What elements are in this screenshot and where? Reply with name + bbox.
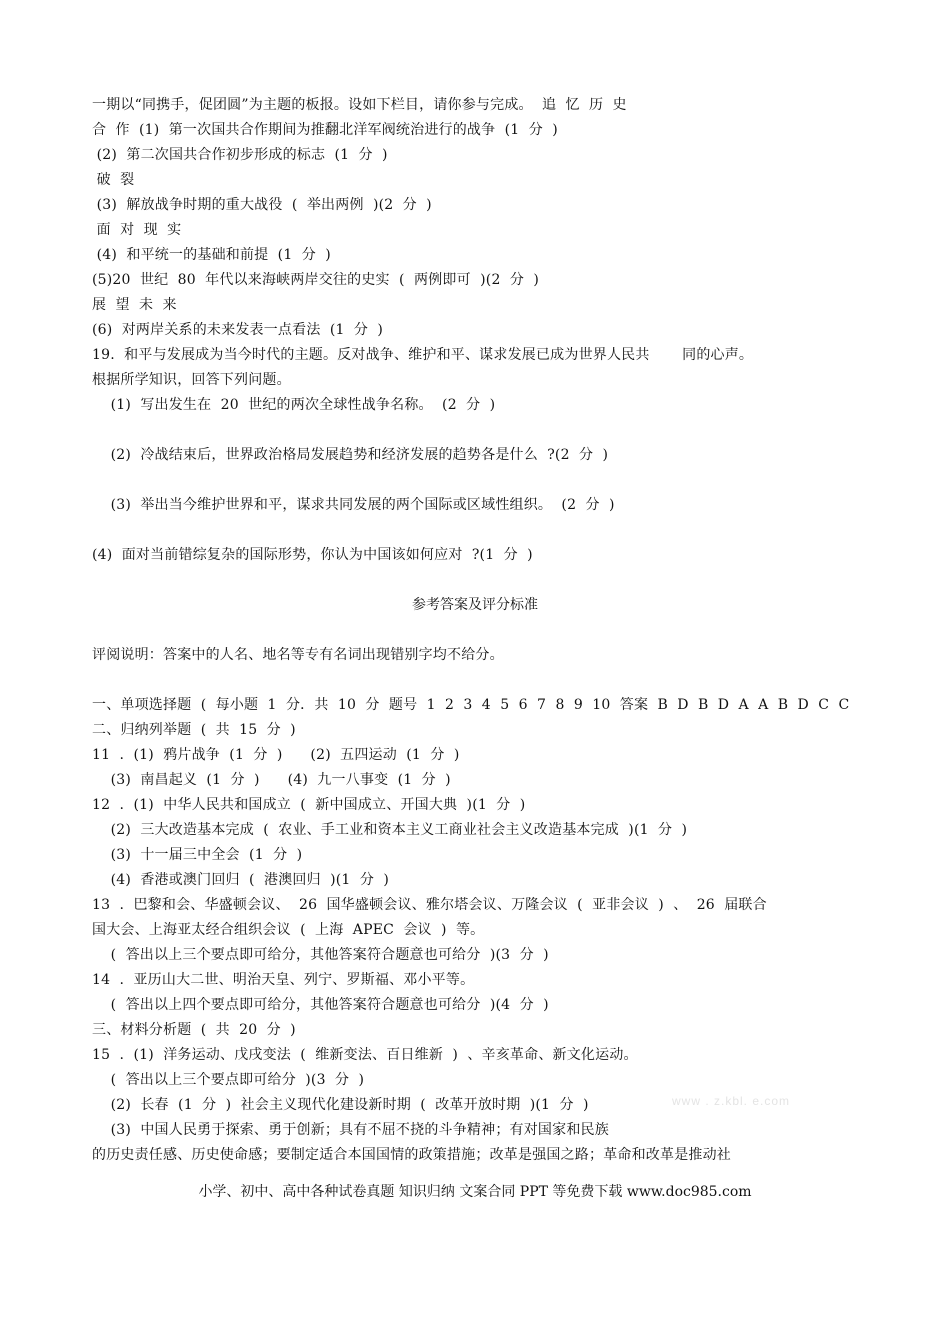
answer-line: (3) 十一届三中全会 (1 分 ) [92, 847, 303, 863]
text-line: 展 望 未 来 [92, 297, 177, 313]
answer-line: 12 . (1) 中华人民共和国成立 ( 新中国成立、开国大典 )(1 分 ) [92, 797, 526, 813]
question-item: (2) 冷战结束后，世界政治格局发展趋势和经济发展的趋势各是什么 ?(2 分 ) [92, 447, 609, 463]
answer-line: 15 . (1) 洋务运动、戊戌变法 ( 维新变法、百日维新 ) 、辛亥革命、新文化运动。 [92, 1047, 638, 1063]
text-line: 19. 和平与发展成为当今时代的主题。反对战争、维护和平、谋求发展已成为世界人民共 同的心声。 [92, 347, 754, 363]
answer-line: 14 . 亚历山大二世、明治天皇、列宁、罗斯福、邓小平等。 [92, 972, 475, 988]
text-line: (2) 第二次国共合作初步形成的标志 (1 分 ) [92, 147, 388, 163]
answer-line: (2) 长春 (1 分 ) 社会主义现代化建设新时期 ( 改革开放时期 )(1 分 ) [92, 1097, 589, 1113]
question-item: (4) 面对当前错综复杂的国际形势，你认为中国该如何应对 ?(1 分 ) [92, 547, 533, 563]
answer-line: ( 答出以上四个要点即可给分，其他答案符合题意也可给分 )(4 分 ) [92, 997, 549, 1013]
answer-line: 13 . 巴黎和会、华盛顿会议、 26 国华盛顿会议、雅尔塔会议、万隆会议 ( 亚非会议 ) 、 26 届联合 [92, 897, 767, 913]
text-line: 合 作 (1) 第一次国共合作期间为推翻北洋军阀统治进行的战争 (1 分 ) [92, 122, 558, 138]
grading-note: 评阅说明：答案中的人名、地名等专有名词出现错别字均不给分。 [92, 647, 504, 663]
answer-line: ( 答出以上三个要点即可给分 )(3 分 ) [92, 1072, 365, 1088]
answer-line: 一、单项选择题 ( 每小题 1 分．共 10 分 题号 1 2 3 4 5 6 7 8 9 10 答案 B D B D A A B D C C [92, 697, 850, 713]
answer-line: (3) 中国人民勇于探索、勇于创新；具有不屈不挠的斗争精神；有对国家和民族 [92, 1122, 609, 1138]
text-line: (4) 和平统一的基础和前提 (1 分 ) [92, 247, 331, 263]
answer-line: (3) 南昌起义 (1 分 ) (4) 九一八事变 (1 分 ) [92, 772, 451, 788]
answer-line: 国大会、上海亚太经合组织会议 ( 上海 APEC 会议 ) 等。 [92, 922, 485, 938]
answer-line: 的历史责任感、历史使命感；要制定适合本国国情的政策措施；改革是强国之路；革命和改革是推动社 [92, 1147, 731, 1163]
answer-line: 二、归纳列举题 ( 共 15 分 ) [92, 722, 296, 738]
text-line: 一期以“同携手，促团圆”为主题的板报。设如下栏目，请你参与完成。 追 忆 历 史 [92, 97, 627, 113]
text-line: (6) 对两岸关系的未来发表一点看法 (1 分 ) [92, 322, 384, 338]
text-line: (3) 解放战争时期的重大战役 ( 举出两例 )(2 分 ) [92, 197, 432, 213]
answer-line: (4) 香港或澳门回归 ( 港澳回归 )(1 分 ) [92, 872, 389, 888]
answer-line: (2) 三大改造基本完成 ( 农业、手工业和资本主义工商业社会主义改造基本完成 )(1 分 ) [92, 822, 688, 838]
text-line: (5)20 世纪 80 年代以来海峡两岸交往的史实 ( 两例即可 )(2 分 ) [92, 272, 540, 288]
text-line: 破 裂 [92, 172, 135, 188]
answer-line: ( 答出以上三个要点即可给分，其他答案符合题意也可给分 )(3 分 ) [92, 947, 549, 963]
answer-line: 11 . (1) 鸦片战争 (1 分 ) (2) 五四运动 (1 分 ) [92, 747, 460, 763]
page-footer: 小学、初中、高中各种试卷真题 知识归纳 文案合同 PPT 等免费下载 www.doc985.com [198, 1184, 752, 1200]
text-line: 面 对 现 实 [92, 222, 182, 238]
answers-heading: 参考答案及评分标准 [412, 597, 538, 613]
question-item: (3) 举出当今维护世界和平，谋求共同发展的两个国际或区域性组织。 (2 分 ) [92, 497, 615, 513]
question-item: (1) 写出发生在 20 世纪的两次全球性战争名称。 (2 分 ) [92, 397, 496, 413]
watermark: www . z.kbl. e.com [672, 1094, 791, 1108]
text-line: 根据所学知识，回答下列问题。 [92, 372, 291, 388]
answer-line: 三、材料分析题 ( 共 20 分 ) [92, 1022, 296, 1038]
